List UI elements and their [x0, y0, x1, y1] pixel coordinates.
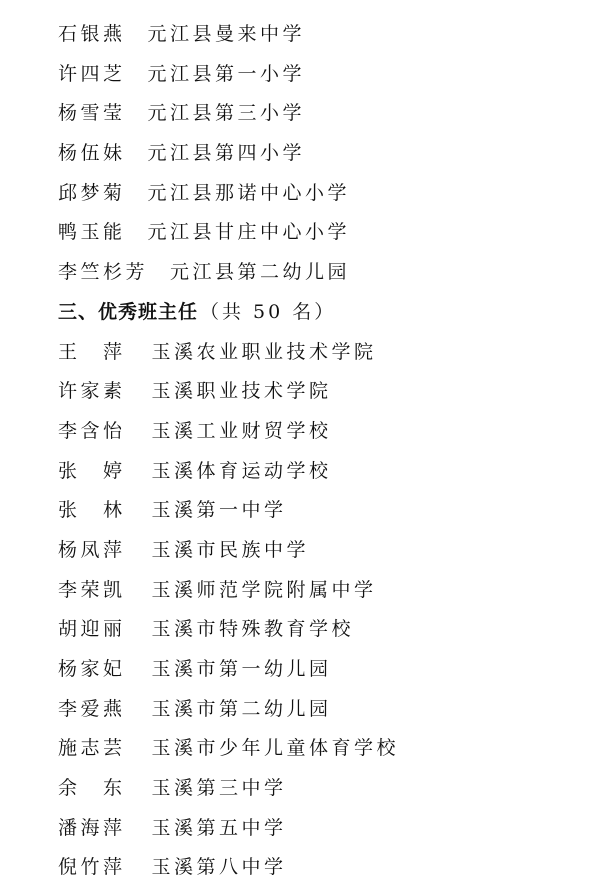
list-item — [58, 491, 588, 531]
person-name: 李荣凯 — [58, 578, 126, 601]
list-item — [58, 174, 588, 214]
list-item — [58, 650, 588, 690]
school-name: 玉溪市少年儿童体育学校 — [151, 737, 400, 760]
school-name: 玉溪市特殊教育学校 — [151, 618, 355, 641]
list-item — [58, 333, 588, 373]
person-name: 王 萍 — [58, 340, 126, 363]
list-item — [58, 213, 588, 253]
list-item — [58, 610, 588, 650]
list-item — [58, 809, 588, 849]
person-name: 潘海萍 — [58, 816, 126, 839]
school-name: 玉溪市第一幼儿园 — [151, 658, 332, 680]
person-name: 李爱燕 — [58, 697, 126, 720]
person-name: 石银燕 — [58, 23, 126, 45]
school-name: 玉溪市民族中学 — [151, 538, 310, 561]
list-item — [58, 412, 588, 452]
school-name: 玉溪职业技术学院 — [151, 380, 332, 403]
school-name: 元江县那诺中心小学 — [147, 181, 351, 204]
person-name: 杨雪莹 — [58, 102, 126, 125]
school-name: 元江县第四小学 — [147, 142, 306, 165]
section-heading — [58, 293, 588, 333]
list-item — [58, 729, 588, 769]
person-name: 李含怡 — [58, 419, 126, 442]
list-item — [58, 134, 588, 174]
person-name: 李竺杉芳 — [58, 261, 149, 284]
person-name: 施志芸 — [58, 737, 126, 760]
list-item — [58, 531, 588, 571]
document-page — [58, 15, 588, 888]
person-name: 杨家妃 — [58, 658, 126, 680]
school-name: 玉溪体育运动学校 — [151, 459, 332, 482]
school-name: 玉溪市第二幼儿园 — [151, 697, 332, 720]
person-name: 杨凤萍 — [58, 538, 126, 561]
person-name: 倪竹萍 — [58, 856, 126, 879]
section-title: 三、优秀班主任 — [58, 300, 199, 323]
list-item — [58, 769, 588, 809]
section-count: （共 50 名） — [200, 300, 337, 323]
person-name: 鸭玉能 — [58, 221, 126, 244]
person-name: 许四芝 — [58, 62, 126, 85]
school-name: 玉溪第五中学 — [151, 816, 287, 839]
person-name: 许家素 — [58, 380, 126, 403]
school-name: 玉溪第三中学 — [151, 777, 287, 800]
list-item — [58, 253, 588, 293]
school-name: 元江县第二幼儿园 — [170, 261, 351, 284]
person-name: 胡迎丽 — [58, 618, 126, 641]
list-item — [58, 571, 588, 611]
school-name: 元江县曼来中学 — [147, 23, 306, 45]
school-name: 元江县第一小学 — [147, 62, 306, 85]
person-name: 张 林 — [58, 499, 126, 522]
school-name: 玉溪师范学院附属中学 — [151, 578, 377, 601]
list-item — [58, 94, 588, 134]
school-name: 元江县甘庄中心小学 — [147, 221, 351, 244]
person-name: 张 婷 — [58, 459, 126, 482]
person-name: 余 东 — [58, 777, 126, 800]
school-name: 玉溪工业财贸学校 — [151, 419, 332, 442]
school-name: 玉溪第一中学 — [151, 499, 287, 522]
section-b-list — [58, 333, 588, 889]
school-name: 玉溪农业职业技术学院 — [151, 340, 377, 363]
list-item — [58, 690, 588, 730]
list-item — [58, 15, 588, 55]
school-name: 元江县第三小学 — [147, 102, 306, 125]
school-name: 玉溪第八中学 — [151, 856, 287, 879]
list-item — [58, 372, 588, 412]
list-item — [58, 452, 588, 492]
list-item — [58, 55, 588, 95]
person-name: 邱梦菊 — [58, 181, 126, 204]
section-a-list — [58, 15, 588, 293]
person-name: 杨伍妹 — [58, 142, 126, 165]
list-item — [58, 848, 588, 888]
